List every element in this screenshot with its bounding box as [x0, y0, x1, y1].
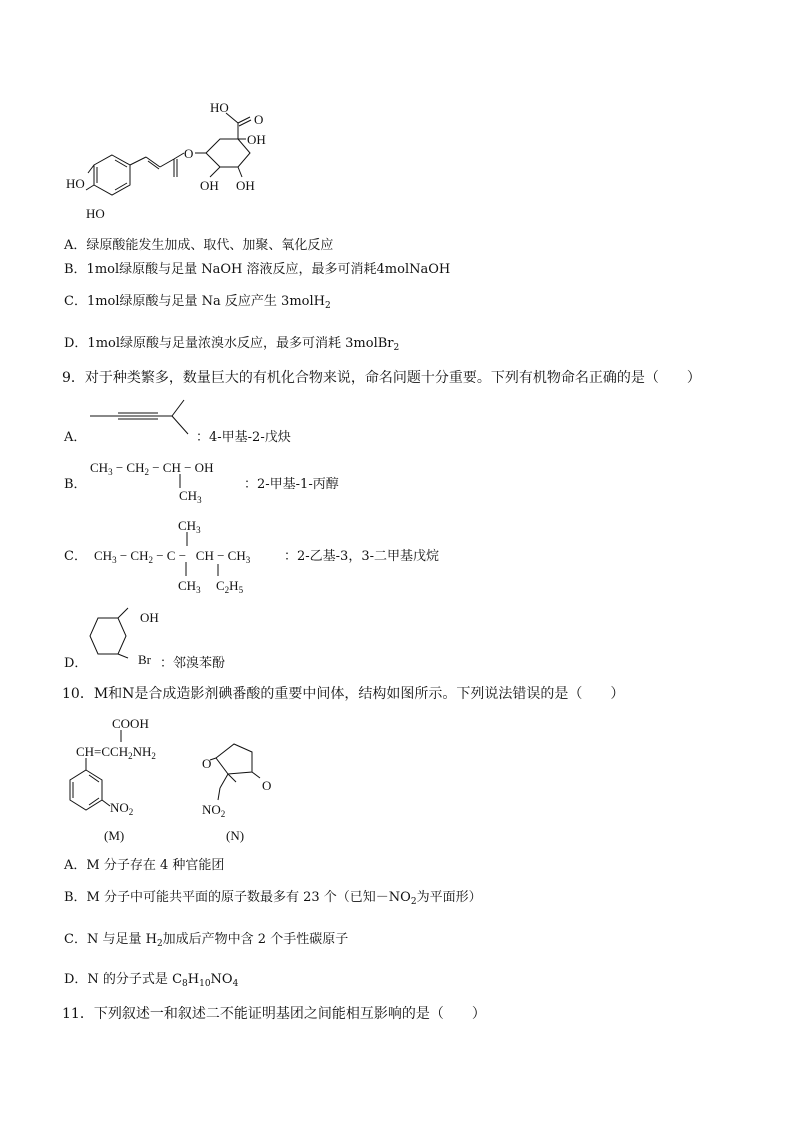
q9-c-bottom-right: $C_2H_5$: [216, 578, 244, 595]
q8-option-a: A．绿原酸能发生加成、取代、加聚、氧化反应: [64, 238, 334, 253]
q10-option-d-f1: 8: [182, 979, 188, 989]
q9-c-top: $CH_3$: [178, 518, 201, 535]
q9-c-main: $CH_3 - CH_2 - C$ − CH − $CH_3$: [94, 548, 251, 565]
q9-b-label: B．: [64, 477, 87, 492]
q10-option-c-suffix: 加成后产物中含 2 个手性碳原子: [162, 932, 349, 947]
q9-a-name: ：4-甲基-2-戊炔: [196, 430, 291, 445]
q10-m-chain: $CH=CCH_2NH_2$: [76, 744, 156, 761]
struct-label-o-ester: O: [184, 146, 194, 161]
struct-label-oh-ring1: OH: [200, 178, 219, 193]
q9-c-name: ：2-乙基-3，3-二甲基戊烷: [284, 549, 439, 564]
q8-option-d-sub: 2: [393, 343, 400, 353]
q10-m-cooh: COOH: [112, 716, 149, 731]
q9-d-label: D．: [64, 656, 88, 671]
q10-option-b: [64, 890, 482, 906]
q8-option-b: B．1mol绿原酸与足量 NaOH 溶液反应，最多可消耗4molNaOH: [64, 262, 451, 277]
struct-label-oh-quaternary: OH: [247, 132, 266, 147]
q10-option-d-h: H: [187, 972, 200, 987]
q10-m-no2: $NO_2$: [110, 800, 134, 817]
q9-c-bottom-left: $CH_3$: [178, 578, 201, 595]
q10-m-label: (M): [104, 828, 125, 843]
q8-option-d-text: D．1mol绿原酸与足量浓溴水反应，最多可消耗 3molBr: [64, 336, 394, 351]
struct-label-o-carbonyl: O: [254, 112, 264, 127]
q9-d-oh: OH: [140, 610, 159, 625]
q9-b-main: $CH_3 - CH_2$ − CH − OH: [90, 460, 214, 477]
q10-option-b-sub: 2: [410, 897, 417, 907]
struct-label-ho-aryl1: HO: [66, 176, 85, 191]
q10-n-o2: O: [262, 778, 272, 793]
q10-option-a: A．M 分子存在 4 种官能团: [64, 858, 225, 873]
q10-option-b-suffix: 为平面形）: [416, 890, 482, 905]
q9-stem: 9．对于种类繁多，数量巨大的有机化合物来说，命名问题十分重要。下列有机物命名正确的是（ ）: [62, 370, 701, 386]
q11-stem: 11．下列叙述一和叙述二不能证明基团之间能相互影响的是（ ）: [62, 1006, 486, 1022]
q10-option-c-text: C．N 与足量 H: [64, 932, 157, 947]
q9-a-label: A．: [64, 430, 87, 445]
q8-option-d: [64, 336, 399, 352]
q9-b-branch: $CH_3$: [179, 488, 202, 505]
q9-c-top-bond: [185, 532, 189, 548]
struct-label-ho-aryl2: HO: [86, 206, 105, 221]
q10-stem: 10．M和N是合成造影剂碘番酸的重要中间体，结构如图所示。下列说法错误的是（ ）: [62, 686, 625, 702]
q10-option-c: [64, 932, 348, 948]
q9-d-name: ：邻溴苯酚: [160, 656, 226, 671]
q10-option-c-sub: 2: [156, 939, 163, 949]
q10-option-d-f3: 4: [232, 979, 239, 989]
struct-label-oh-ring2: OH: [236, 178, 255, 193]
q10-option-d-n: NO: [210, 972, 233, 987]
q10-n-label: (N): [226, 828, 245, 843]
struct-label-ho-top: HO: [210, 100, 229, 115]
q8-option-c-sub: 2: [324, 301, 331, 311]
q10-option-d-f2: 10: [199, 979, 211, 989]
q10-n-o1: O: [202, 756, 212, 771]
q9-b-name: ：2-甲基-1-丙醇: [244, 477, 339, 492]
q9-c-label: C．: [64, 549, 87, 564]
q10-n-no2: $NO_2$: [202, 802, 226, 819]
q8-option-c-text: C．1mol绿原酸与足量 Na 反应产生 3molH: [64, 294, 325, 309]
q9-a-skeleton: [88, 394, 198, 438]
q10-option-d-text: D．N 的分子式是 C: [64, 972, 183, 987]
q10-option-d: [64, 972, 238, 988]
q8-option-c: [64, 294, 331, 310]
q10-option-b-text: B．M 分子中可能共平面的原子数最多有 23 个（已知－NO: [64, 890, 411, 905]
q10-m-bond-cooh: [118, 730, 124, 744]
q9-d-br: Br: [138, 652, 151, 667]
